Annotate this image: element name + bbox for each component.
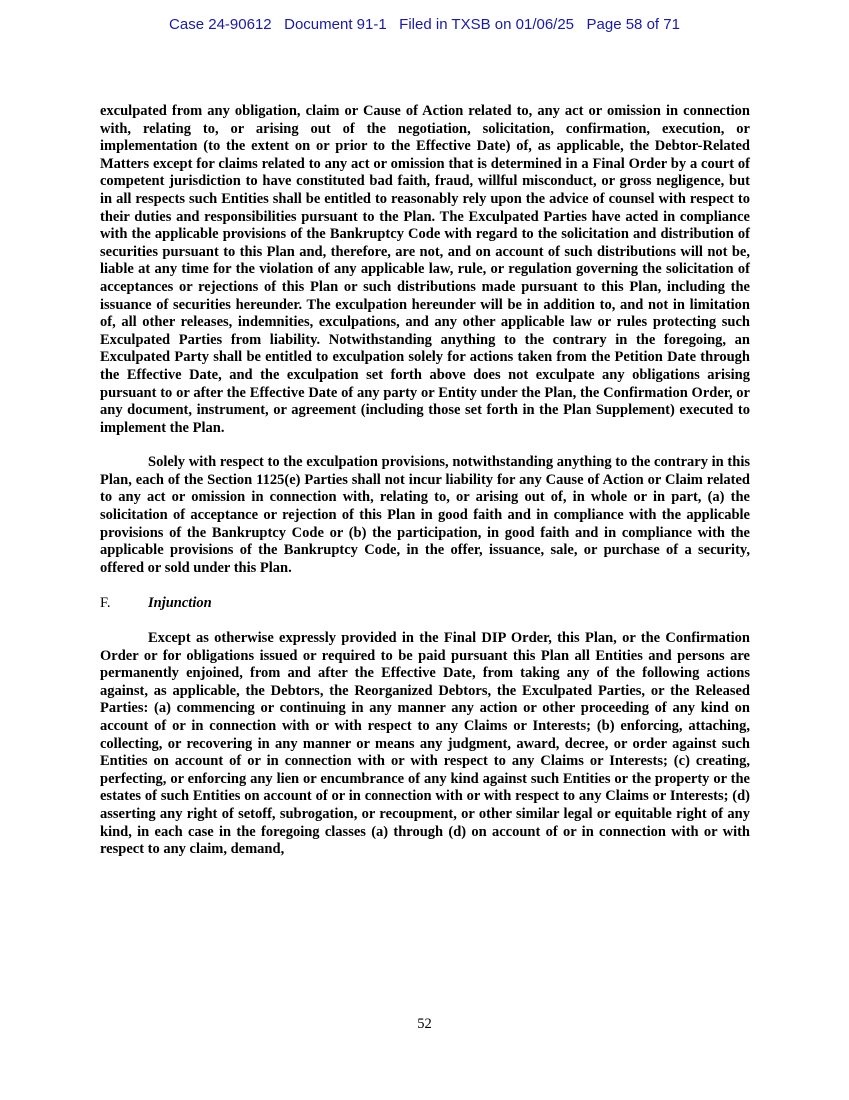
injunction-paragraph: Except as otherwise expressly provided in the Final DIP Order, this Plan, or the Confirmation Order or for obligations issued or required to be paid pursuant this Plan all Entities and persons are permanently enjoined, from and after the Effective Date, from taking any of the following actions against, as applicable, the Debtors, the Reorganized Debtors, the Exculpated Parties, or the Released Parties: (a) commencing or continuing in any manner any action or other proceeding of any kind on account of or in connection with or with respect to any Claims or Interests; (b) enforcing, attaching, collecting, or recovering in any manner or means any judgment, award, decree, or order against such Entities on account of or in connection with or with respect to any Claims or Interests; (c) creating, perfecting, or enforcing any lien or encumbrance of any kind against such Entities or the property or the estates of such Entities on account of or in connection with or with respect to any Claims or Interests; (d) asserting any right of setoff, subrogation, or recoupment, or other similar legal or equitable right of any kind, in each case in the foregoing classes (a) through (d) on account of or in connection with or with respect to any claim, demand, [100, 630, 750, 858]
section-number: F. [100, 595, 111, 612]
section-heading-injunction [100, 595, 750, 613]
section-1125e-paragraph: Solely with respect to the exculpation provisions, notwithstanding anything to the contrary in this Plan, each of the Section 1125(e) Parties shall not incur liability for any Cause of Action or Claim related to any act or omission in connection with, relating to, or arising out of, in whole or in part, (a) the solicitation of acceptance or rejection of this Plan in good faith and in compliance with the applicable provisions of the Bankruptcy Code or (b) the participation, in good faith and in compliance with the applicable provisions of the Bankruptcy Code, in the offer, issuance, sale, or purchase of a security, offered or sold under this Plan. [100, 454, 750, 576]
document-body [100, 103, 750, 859]
exculpation-paragraph-continued: exculpated from any obligation, claim or Cause of Action related to, any act or omission in connection with, relating to, or arising out of the negotiation, solicitation, confirmation, execution, or implementation (to the extent on or prior to the Effective Date) of, as applicable, the Debtor-Related Matters except for claims related to any act or omission that is determined in a Final Order by a court of competent jurisdiction to have constituted bad faith, fraud, willful misconduct, or gross negligence, but in all respects such Entities shall be entitled to reasonably rely upon the advice of counsel with respect to their duties and responsibilities pursuant to the Plan. The Exculpated Parties have acted in compliance with the applicable provisions of the Bankruptcy Code with regard to the solicitation and distribution of securities pursuant to this Plan and, therefore, are not, and on account of such distributions will not be, liable at any time for the violation of any applicable law, rule, or regulation governing the solicitation of acceptances or rejections of this Plan or such distributions made pursuant to this Plan, including the issuance of securities hereunder. The exculpation hereunder will be in addition to, and not in limitation of, all other releases, indemnities, exculpations, and any other applicable law or rules protecting such Exculpated Parties from liability. Notwithstanding anything to the contrary in the foregoing, an Exculpated Party shall be entitled to exculpation solely for actions taken from the Petition Date through the Effective Date, and the exculpation set forth above does not exculpate any obligations arising pursuant to or after the Effective Date of any party or Entity under the Plan, the Confirmation Order, or any document, instrument, or agreement (including those set forth in the Plan Supplement) executed to implement the Plan. [100, 103, 750, 436]
section-title: Injunction [148, 595, 212, 612]
case-filing-header: Case 24-90612 Document 91-1 Filed in TXSB on 01/06/25 Page 58 of 71 [169, 16, 680, 33]
page-number: 52 [417, 1016, 432, 1032]
